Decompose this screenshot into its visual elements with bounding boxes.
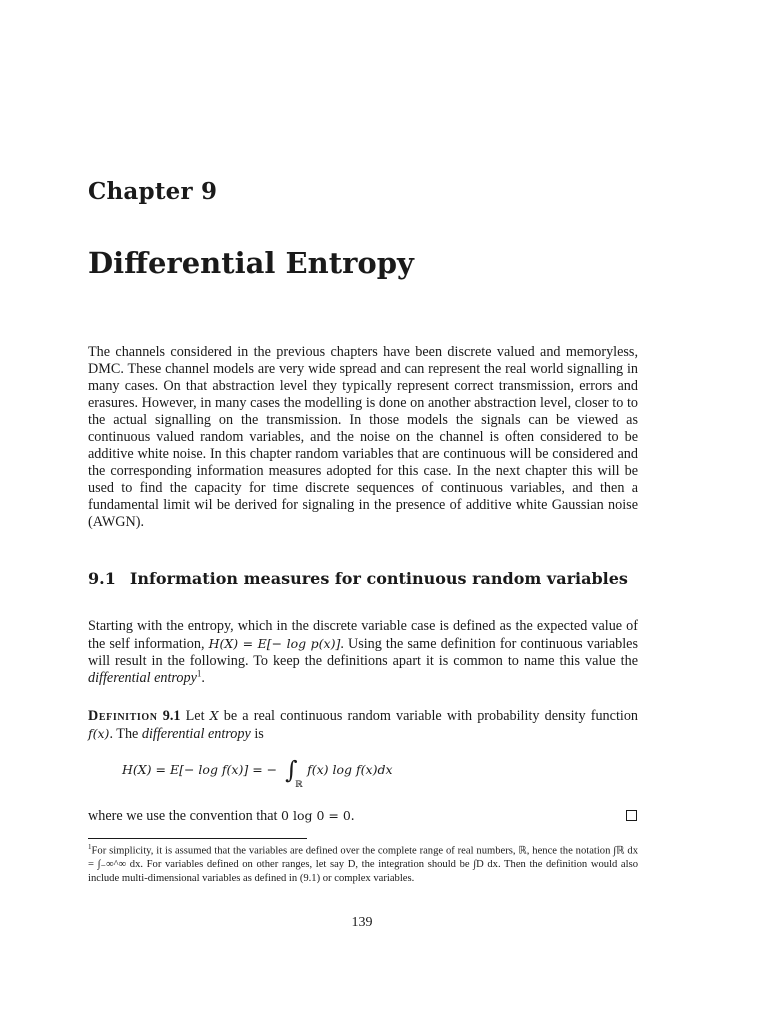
intro-paragraph: The channels considered in the previous chapters have been discrete valued and memoryless, DMC. These channel models are very wide spread and can represent the real world signalling in many cases. On that abstraction level they typically represent correct transmission, errors and erasures. However, in many cases the modelling is done on another abstraction level, closer to to the actual signalling on the transmission. In those models the signals can be viewed as continuous valued random variables, and the noise on the channel is often considered to be additive white noise. In this chapter random variables that are continuous will be considered and the corresponding information measures adopted for this case. In the next chapter this will be used to find the capacity for time discrete sequences of continuous variables, and then a fundamental limit wil be derived for signaling in the presence of additive white Gaussian noise (AWGN). (88, 344, 638, 530)
footnote-mark[interactable]: 1 (196, 668, 202, 679)
footnote-number: 1 (88, 843, 92, 851)
convention-math: 0 log 0 = 0 (281, 808, 351, 823)
integral-sign: ∫ (285, 756, 298, 784)
definition-text4: is (250, 726, 264, 742)
convention-text: where we use the convention that (88, 808, 282, 824)
entropy-formula: H(X) = E[− log p(x)] (208, 636, 341, 651)
qed-box-icon (626, 810, 637, 821)
footnote-text: For simplicity, it is assumed that the variables are defined over the complete range of real numbers, ℝ, hence the notation ∫ℝ dx = ∫₋∞^∞ dx. For variables defined on other ranges, let say D, the integration should be ∫D dx. Then the definition would also include multi-dimensional variables as defined in (9.1) or complex variables. (88, 845, 638, 884)
section-paragraph-part3: . (201, 670, 205, 686)
definition-emph: differential entropy (141, 726, 251, 742)
integral-subscript: ℝ (295, 780, 303, 790)
section-title: Information measures for continuous random variables (129, 569, 628, 588)
page-number: 139 (351, 915, 373, 930)
variable-x: X (209, 708, 219, 723)
chapter-title: Differential Entropy (88, 246, 414, 280)
convention-end: . (350, 808, 355, 824)
footnote-divider (88, 838, 307, 839)
section-paragraph-part1: Starting with the entropy, which in the discrete variable case is defined as the expected value of the self information, (88, 618, 638, 652)
differential-entropy-equation (122, 756, 393, 792)
section-paragraph-part2: . Using the same definition for continuous variables will result in the following. To keep the definitions apart it is common to name this value the (88, 636, 638, 669)
definition-number: 9.1 (162, 708, 181, 724)
equation-rhs: f(x) log f(x)dx (307, 762, 393, 777)
section-heading (88, 569, 628, 588)
definition-text1: Let (180, 708, 210, 724)
definition-text3: . The (109, 726, 142, 742)
section-number: 9.1 (88, 569, 116, 588)
integral-symbol (281, 756, 303, 792)
section-paragraph (88, 618, 638, 687)
convention-line (88, 807, 638, 825)
density-fx: f(x) (88, 726, 110, 741)
definition-text2: be a real continuous random variable with probability density function (218, 708, 639, 724)
definition-block (88, 707, 638, 743)
chapter-label: Chapter 9 (88, 178, 218, 205)
equation-lhs: H(X) = E[− log f(x)] = − (122, 762, 278, 777)
definition-label: Definition (88, 708, 158, 724)
footnote (88, 841, 638, 885)
differential-entropy-term: differential entropy (88, 670, 197, 686)
